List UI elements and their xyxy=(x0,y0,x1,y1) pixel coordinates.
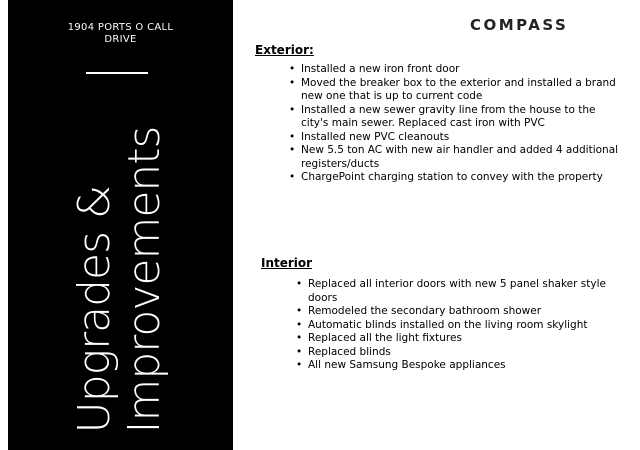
title-line-2: Improvements xyxy=(119,126,170,434)
list-item: • Installed new PVC cleanouts xyxy=(255,131,625,145)
list-item: • Installed a new iron front door xyxy=(255,63,625,77)
list-item: • ChargePoint charging station to convey with the property xyxy=(255,171,625,185)
list-item: • All new Samsung Bespoke appliances xyxy=(261,359,621,373)
interior-section xyxy=(261,256,621,373)
sidebar-panel xyxy=(8,0,233,450)
list-item: • Replaced blinds xyxy=(261,346,621,360)
exterior-list xyxy=(255,63,625,185)
list-item: • Installed a new sewer gravity line from the house to the city's main sewer. Replaced cast iron with PVC xyxy=(255,104,625,131)
list-item: • Automatic blinds installed on the living room skylight xyxy=(261,319,621,333)
interior-list xyxy=(261,278,621,373)
list-item: • New 5.5 ton AC with new air handler and added 4 additional registers/ducts xyxy=(255,144,625,171)
divider-line xyxy=(86,72,148,74)
exterior-section xyxy=(255,43,625,185)
compass-logo: COMPASS xyxy=(470,16,569,34)
vertical-title xyxy=(70,127,170,434)
interior-heading: Interior xyxy=(261,256,313,270)
list-item: • Remodeled the secondary bathroom shower xyxy=(261,305,621,319)
property-address: 1904 PORTS O CALL DRIVE xyxy=(67,22,174,45)
exterior-heading: Exterior: xyxy=(255,43,314,57)
list-item: • Replaced all the light fixtures xyxy=(261,332,621,346)
title-line-1: Upgrades & xyxy=(69,185,120,434)
list-item: • Moved the breaker box to the exterior and installed a brand new one that is up to current code xyxy=(255,77,625,104)
list-item: • Replaced all interior doors with new 5 panel shaker style doors xyxy=(261,278,621,305)
